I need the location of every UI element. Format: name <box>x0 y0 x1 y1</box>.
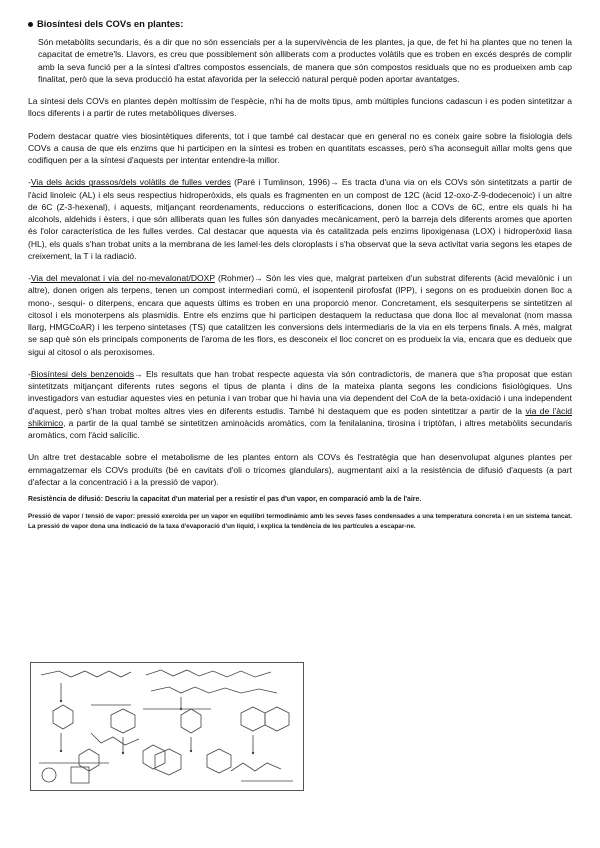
bullet-icon <box>28 22 33 27</box>
document-page <box>28 18 572 531</box>
paragraph-pathways: Podem destacar quatre vies biosintètiques diferents, tot i que també cal destacar que en general no es coneix gaire sobre la fisiologia dels COVs a causa de que els enzims que hi participen en la síntesi es troben en quantitats escasses, però s'ha aconseguit aïllar molts gens que codifiquen per a la síntesi d'aquests per intentar entendre-la millor. <box>28 130 572 165</box>
paragraph-mevalonate: -Via del mevalonat i via del no-mevalonat/DOXP (Rohmer)→ Són les vies que, malgrat parteixen d'un substrat diferents (àcid mevalònic i un altre), donen origen als terpens, tenen un compost intermediari comú, el isopentenil pirofosfat (IPP), i segons on es produeixin donen lloc a mono-, sesqui- o diterpens, encara que aquests últims es troben en una proporció menor. Concretament, els sesquiterpens se sintetitzen al citosol i els monoterpens als plasmidis. Entre els enzims que hi participen destaquem la reductasa que dona lloc al mevalonat (nom massa llarg, HMGCoAR) i les terpeno sintetases (TS) que catalitzen les conversions dels intermediaris de la via en els terpens finals. A més, malgrat se sap què són els principals components de l'aroma de les flors, es desconeix el lloc concret on es produeix la via, encara que es dedueix que sigui al citosol o als peroxisomes. <box>28 273 572 357</box>
section-title: Biosíntesi dels COVs en plantes: <box>28 18 572 29</box>
definition-diffusion-resistance: Resistència de difusió: Descriu la capacitat d'un material per a resistir el pas d'un vapor, en comparació amb la de l'aire. <box>28 496 422 503</box>
shikimic-pathway-link: via de l'àcid shikimico <box>28 405 572 428</box>
pathway-fatty-acids-title: Via dels àcids grassos/dels volàtils de fulles verdes <box>30 177 231 188</box>
paragraph-storage: Un altre tret destacable sobre el metabolisme de les plantes entorn als COVs és l'estratègia que han desenvolupat algunes plantes per emmagatzemar els COVs produïts (bé en cavitats d'oli o tricomes glandulars), augmentant així a la resistència de difusió d'aquests (a part d'afectar a la concentració i a la pressió de vapor). <box>28 452 572 487</box>
paragraph-species: La síntesi dels COVs en plantes depèn moltíssim de l'espècie, n'hi ha de molts tipus, amb múltiples funcions cadascun i es poden sintetitzar a llocs diferents i a partir de rutes metabòliques diverses. <box>28 96 572 119</box>
paragraph-fatty-acids: -Via dels àcids grassos/dels volàtils de fulles verdes (Paré i Tumlinson, 1996)→ Es tracta d'una via on els COVs són sintetitzats a partir de l'àcid linoleic (AL) i els seus respectius hidroperòxids, els quals es fragmenten en un compost de 12C (àcid 12-oxo-Z-9-dodecenoic) i un altre de 6C (Z-3-hexenal), i aquests, mitjançant reordenaments, reduccions o esterificacions, donen lloc a COVs de 6C, entre els quals hi ha alcohols, aldehids i èsters, i que són alliberats quan les fulles són danyades mecànicament, però la barreja dels diferents aromes que aporten és l'olor característica de les fulles verdes. Cal destacar que aquesta via és catalitzada pels enzims lipoxigenasa (LOX) i hidroperòxid liasa (HL), els quals s'han trobat units a la membrana de les lamel·les dels cloroplasts i s'ha observat que la seva activitat varia segons les etapes de creixement, la T i la radiació. <box>28 177 572 261</box>
paragraph-intro: Són metabòlits secundaris, és a dir que no són essencials per a la supervivència de les plantes, ja que, de fet hi ha plantes que no tenen la capacitat de emetre'ls. Llavors, es creu que possiblement són alliberats com a productes volàtils que es troben en excés després de complir amb la seva funció per a la síntesi d'altres compostos essencials, de manera que són compostos residuals que no es produeixen amb cap finalitat, però que la seva producció ha estat afavorida per la selecció natural perquè poden aportar avantatges. <box>38 37 572 84</box>
chemical-structures-diagram <box>31 663 303 790</box>
pathway-diagram-figure <box>30 662 304 791</box>
pathway-mevalonate-title: Via del mevalonat i via del no-mevalonat/DOXP <box>30 273 215 283</box>
pathway-benzenoids-title: Biosíntesi dels benzenoids <box>30 368 135 379</box>
definition-vapor-pressure: Pressió de vapor / tensió de vapor: pressió exercida per un vapor en equilibri termodinàmic amb les seves fases condensades a una temperatura concreta i en un sistema tancat. La pressió de vapor dona una indicació de la taxa d'evaporació d'un líquid, i explica la tendència de les partícules a escapar-ne. <box>28 513 572 530</box>
paragraph-benzenoids: -Biosíntesi dels benzenoids→ Els resultats que han trobat respecte aquesta via són contradictoris, de manera que s'ha proposat que estan sintetitzats mitjançant diferents rutes segons el tipus de planta i dins de la mateixa planta segons les condicions fisiològiques. Uns investigadors van estudiar aquestes vies en petunia i van trobar que hi havia una via dependent del CoA de la beta-oxidació i una independent d'aquest, però s'han trobat moltes altres vies en diferents estudis. També hi destaquem que es poden sintetitzar a partir de la via de l'àcid shikimico, a partir de la qual també se sintetitzen aminoàcids aromàtics, com la fenilalanina, tirosina i triptòfan, i altres metabòlits secundaris aromàtics, com l'àcid salicílic. <box>28 368 573 440</box>
